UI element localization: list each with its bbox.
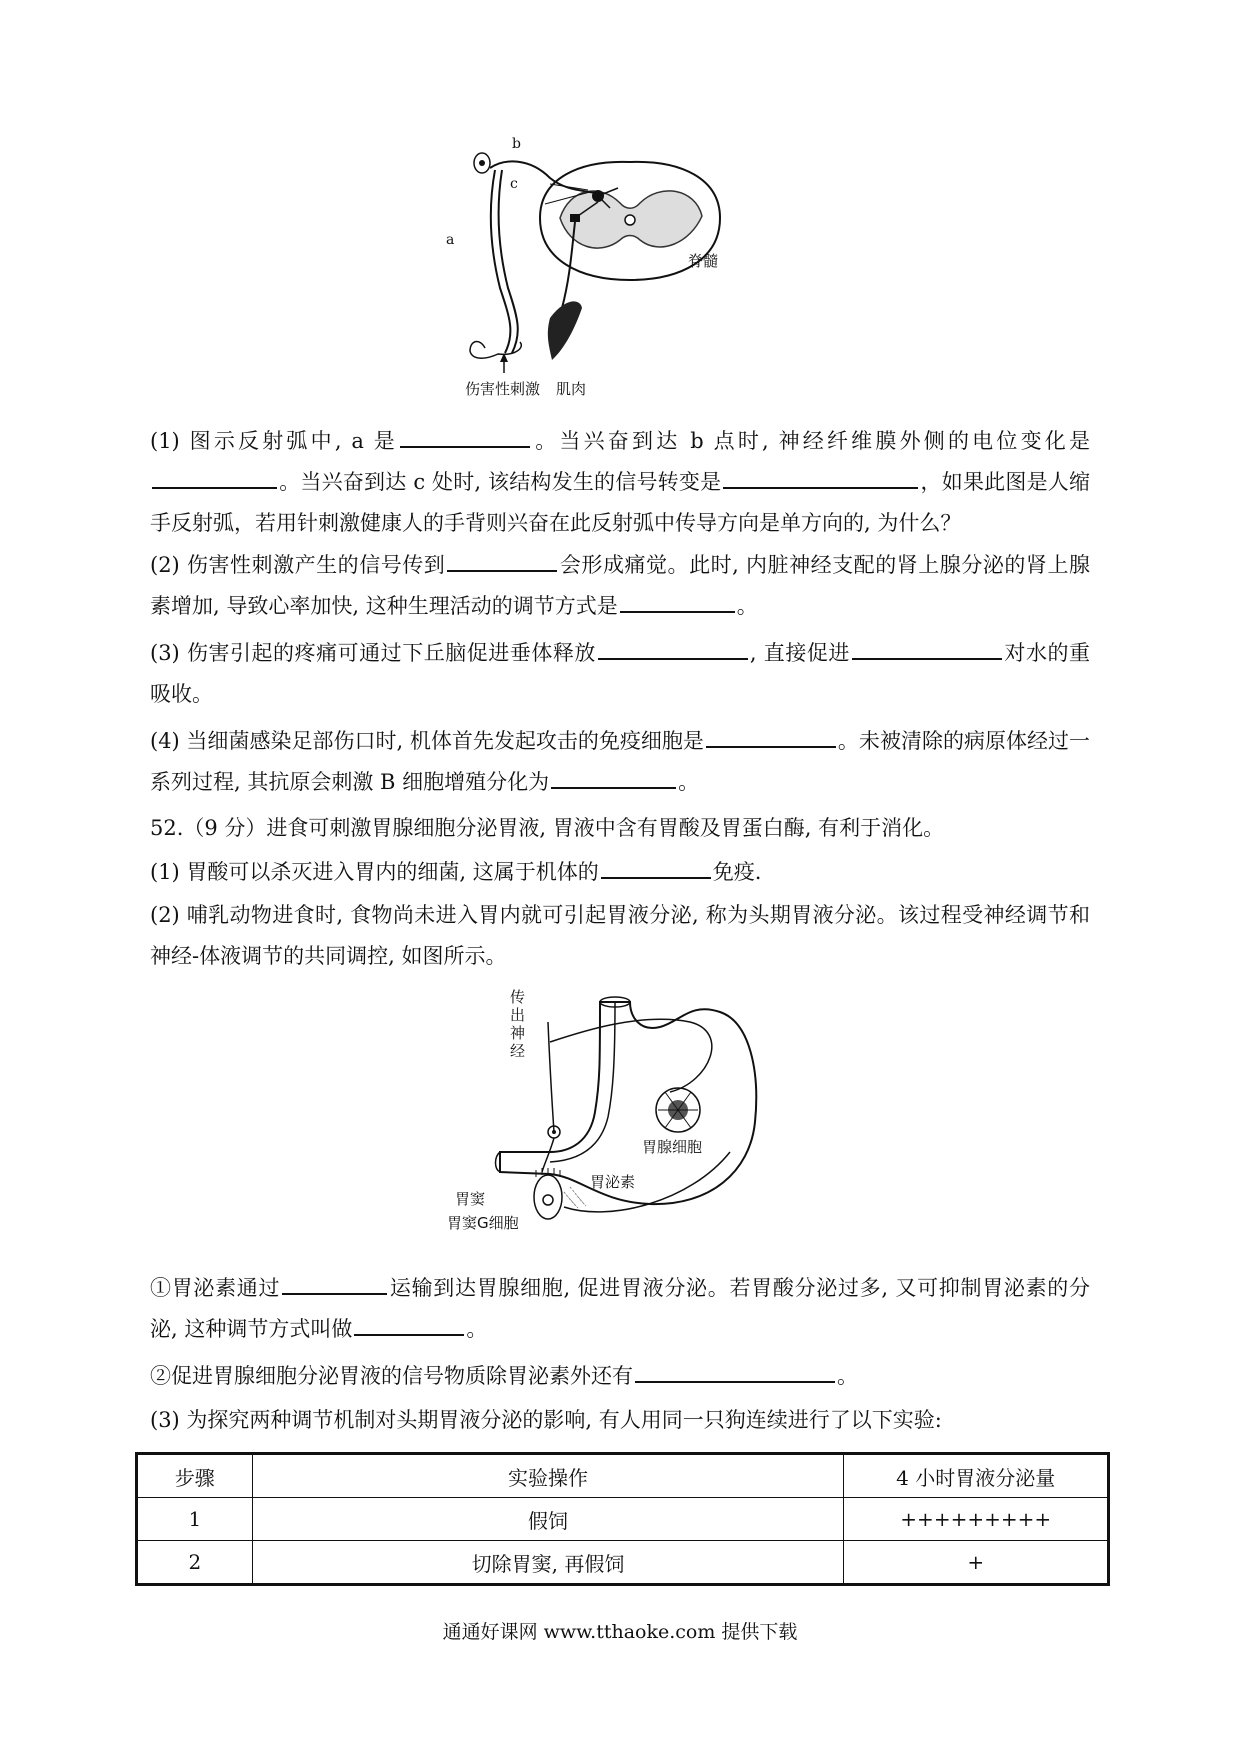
table-row: 1 假饲 +++++++++	[137, 1498, 1109, 1541]
label-g-cell: 胃窦G细胞	[447, 1214, 519, 1232]
label-efferent-3: 神	[510, 1024, 526, 1042]
footer: 通通好课网 www.tthaoke.com 提供下载	[442, 1621, 798, 1643]
answer-blank[interactable]	[400, 422, 530, 448]
q52-part2: (2) 哺乳动物进食时, 食物尚未进入胃内就可引起胃液分泌, 称为头期胃液分泌。该过程受神经调节和神经-体液调节的共同调控, 如图所示。	[150, 903, 1090, 968]
label-c: c	[510, 176, 518, 192]
header-secretion: 4 小时胃液分泌量	[844, 1454, 1109, 1498]
q52-part3: (3) 为探究两种调节机制对头期胃液分泌的影响, 有人用同一只狗连续进行了以下实验:	[150, 1408, 942, 1432]
q51-part1: (1) 图示反射弧中, a 是 。当兴奋到达 b 点时, 神经纤维膜外侧的电位变化是。当兴奋到达 c 处时, 该结构发生的信号转变是 ，如果此图是人缩手反射弧，若用针刺激健康人的手背则兴奋在此反射弧中传导方向是单方向的, 为什么？	[150, 421, 1090, 544]
header-step: 步骤	[137, 1454, 253, 1498]
label-efferent-4: 经	[510, 1042, 526, 1060]
table-header-row	[137, 1454, 1109, 1498]
experiment-table	[135, 1452, 1110, 1586]
label-efferent-1: 传	[510, 988, 526, 1006]
answer-blank[interactable]	[852, 634, 1002, 660]
answer-blank[interactable]	[635, 1357, 835, 1383]
label-antrum: 胃窦	[455, 1190, 486, 1208]
label-stimulus: 伤害性刺激	[465, 380, 541, 398]
q52-sub2: ②促进胃腺细胞分泌胃液的信号物质除胃泌素外还有 。	[150, 1356, 1090, 1397]
label-b: b	[512, 136, 521, 152]
reflex-arc-figure	[446, 136, 770, 398]
answer-blank[interactable]	[706, 722, 836, 748]
label-gastrin: 胃泌素	[590, 1173, 636, 1191]
label-efferent-2: 出	[510, 1006, 526, 1024]
label-muscle: 肌肉	[556, 380, 587, 398]
q52-sub1: ①胃泌素通过 运输到达胃腺细胞, 促进胃液分泌。若胃酸分泌过多, 又可抑制胃泌素的分泌, 这种调节方式叫做 。	[150, 1268, 1090, 1350]
q52-stem: 52.（9 分）进食可刺激胃腺细胞分泌胃液, 胃液中含有胃酸及胃蛋白酶, 有利于消化。	[150, 816, 945, 840]
answer-blank[interactable]	[723, 463, 918, 489]
table-row: 2 切除胃窦, 再假饲 +	[137, 1541, 1109, 1585]
answer-blank[interactable]	[354, 1310, 464, 1336]
label-spinal-cord: 脊髓	[688, 252, 719, 270]
q51-part3: (3) 伤害引起的疼痛可通过下丘脑促进垂体释放 , 直接促进 对水的重吸收。	[150, 633, 1090, 715]
label-gland-cell: 胃腺细胞	[642, 1138, 703, 1156]
header-operation: 实验操作	[252, 1454, 844, 1498]
answer-blank[interactable]	[598, 634, 748, 660]
answer-blank[interactable]	[152, 463, 277, 489]
q52-part1: (1) 胃酸可以杀灭进入胃内的细菌, 这属于机体的 免疫.	[150, 852, 1090, 893]
answer-blank[interactable]	[601, 853, 711, 879]
label-a: a	[446, 232, 455, 248]
q51-part2: (2) 伤害性刺激产生的信号传到 会形成痛觉。此时, 内脏神经支配的肾上腺分泌的肾上腺素增加, 导致心率加快, 这种生理活动的调节方式是 。	[150, 545, 1090, 627]
answer-blank[interactable]	[282, 1269, 387, 1295]
answer-blank[interactable]	[551, 763, 676, 789]
answer-blank[interactable]	[620, 587, 735, 613]
stomach-figure	[447, 982, 790, 1232]
answer-blank[interactable]	[447, 546, 557, 572]
q51-part4: (4) 当细菌感染足部伤口时, 机体首先发起攻击的免疫细胞是 。未被清除的病原体经过一系列过程, 其抗原会刺激 B 细胞增殖分化为 。	[150, 721, 1090, 803]
